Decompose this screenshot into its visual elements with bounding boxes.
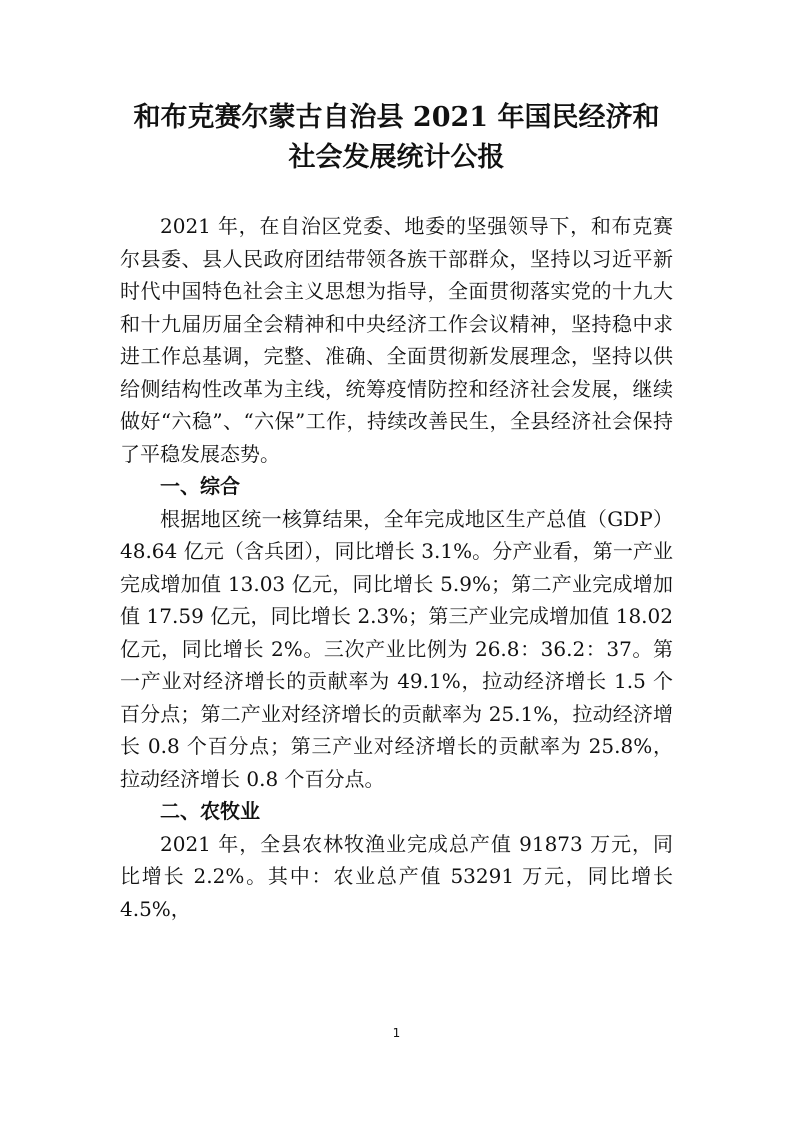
intro-paragraph: 2021 年，在自治区党委、地委的坚强领导下，和布克赛尔县委、县人民政府团结带领各族干部群众，坚持以习近平新时代中国特色社会主义思想为指导，全面贯彻落实党的十九大和十九届历届全会精神和中央经济工作会议精神，坚持稳中求进工作总基调，完整、准确、全面贯彻新发展理念，坚持以供给侧结构性改革为主线，统筹疫情防控和经济社会发展，继续做好“六稳”、“六保”工作，持续改善民生，全县经济社会保持了平稳发展态势。 <box>120 214 673 466</box>
section-paragraph-agriculture: 2021 年，全县农林牧渔业完成总产值 91873 万元，同比增长 2.2%。其中：农业总产值 53291 万元，同比增长 4.5%， <box>120 831 673 921</box>
document-body <box>120 210 673 925</box>
section-heading-general: 一、综合 <box>160 474 240 498</box>
document-title-line-1: 和布克赛尔蒙古自治县 2021 年国民经济和 <box>133 102 660 133</box>
section-heading-agriculture: 二、农牧业 <box>160 799 260 823</box>
section-paragraph-general: 根据地区统一核算结果，全年完成地区生产总值（GDP）48.64 亿元（含兵团），同比增长 3.1%。分产业看，第一产业完成增加值 13.03 亿元，同比增长 5.9%；第二产业完成增加值 17.59 亿元，同比增长 2.3%；第三产业完成增加值 18.02 亿元，同比增长 2%。三次产业比例为 26.8：36.2：37。第一产业对经济增长的贡献率为 49.1%，拉动经济增长 1.5 个百分点；第二产业对经济增长的贡献率为 25.1%，拉动经济增长 0.8 个百分点；第三产业对经济增长的贡献率为 25.8%，拉动经济增长 0.8 个百分点。 <box>120 506 673 791</box>
document-title-line-2: 社会发展统计公报 <box>288 142 505 173</box>
page-number: 1 <box>392 1026 401 1040</box>
